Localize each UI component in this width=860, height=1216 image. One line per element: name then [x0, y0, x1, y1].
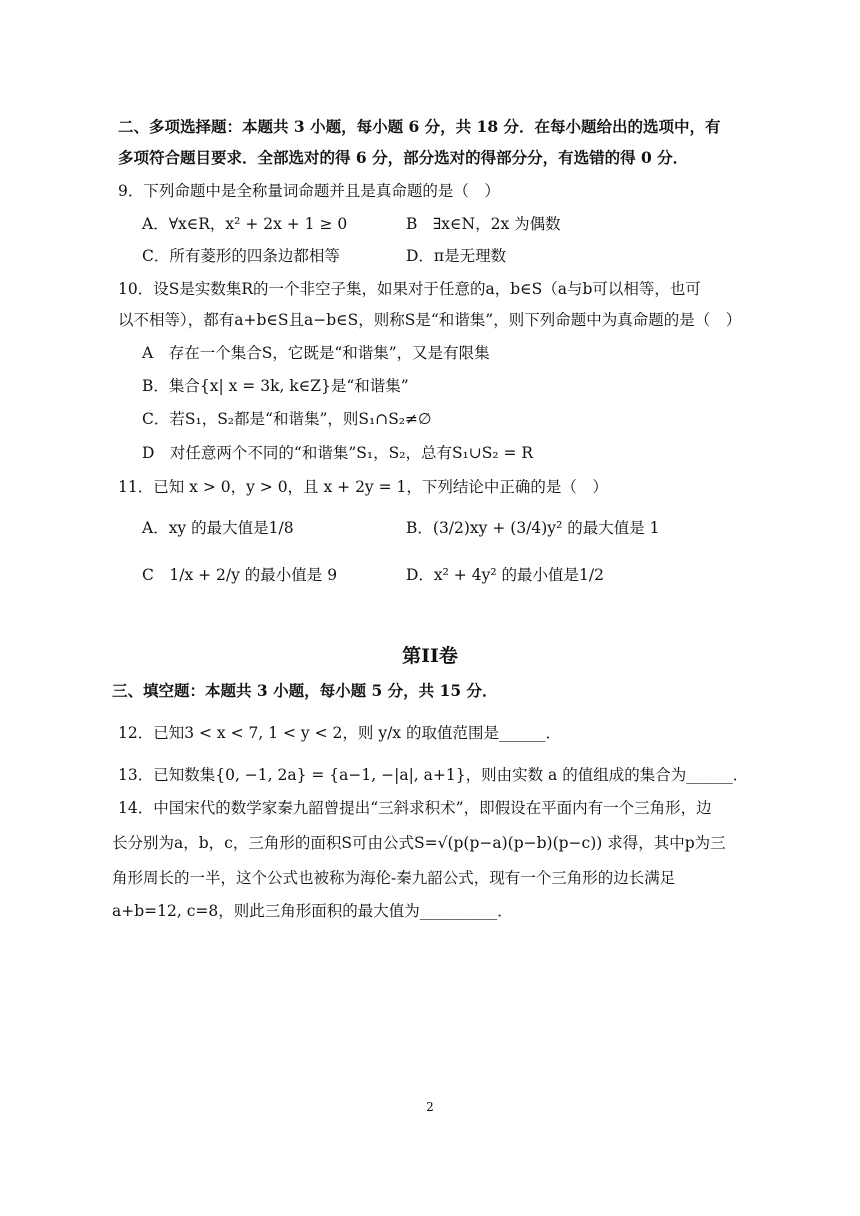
q14-line3: 角形周长的一半，这个公式也被称为海伦-秦九韶公式，现有一个三角形的边长满足: [112, 869, 676, 887]
q10-option-b: B．集合{x| x = 3k, k∈Z}是“和谐集”: [142, 377, 409, 395]
q11-option-c: C 1/x + 2/y 的最小值是 9: [142, 566, 338, 584]
q14-line4: a+b=12, c=8，则此三角形面积的最大值为__________．: [112, 902, 513, 920]
q11-stem: 11．已知 x > 0，y > 0，且 x + 2y = 1，下列结论中正确的是（ ）: [118, 478, 608, 496]
q10-stem-line1: 10．设S是实数集R的一个非空子集，如果对于任意的a，b∈S（a与b可以相等，也可: [118, 280, 701, 298]
q14-line2: 长分别为a，b，c，三角形的面积S可由公式S=√(p(p−a)(p−b)(p−c)) 求得，其中p为三: [112, 834, 726, 852]
q9-option-b: B ∃x∈N，2x 为偶数: [406, 215, 561, 233]
part2-title: 第II卷: [402, 645, 458, 667]
section3-header: 三、填空题：本题共 3 小题，每小题 5 分，共 15 分．: [112, 681, 498, 700]
q10-option-d: D 对任意两个不同的“和谐集”S₁，S₂，总有S₁∪S₂ = R: [142, 444, 534, 462]
q9-option-a: A．∀x∈R，x² + 2x + 1 ≥ 0: [142, 215, 348, 233]
q9-option-c: C．所有菱形的四条边都相等: [142, 247, 340, 265]
section2-header-line2: 多项符合题目要求．全部选对的得 6 分，部分选对的得部分分，有选错的得 0 分．: [118, 148, 689, 167]
q9-stem: 9．下列命题中是全称量词命题并且是真命题的是（ ）: [118, 182, 500, 200]
q11-option-b: B．(3/2)xy + (3/4)y² 的最大值是 1: [406, 519, 660, 537]
q10-option-a: A 存在一个集合S，它既是“和谐集”，又是有限集: [142, 344, 490, 362]
page-number: 2: [426, 1100, 434, 1114]
q11-option-d: D．x² + 4y² 的最小值是1/2: [406, 566, 604, 584]
q11-option-a: A．xy 的最大值是1/8: [142, 519, 294, 537]
q14-line1: 14．中国宋代的数学家秦九韶曾提出“三斜求积术”，即假设在平面内有一个三角形，边: [118, 799, 712, 817]
q9-option-d: D．π是无理数: [406, 247, 507, 265]
section2-header-line1: 二、多项选择题：本题共 3 小题，每小题 6 分，共 18 分．在每小题给出的选项中，有: [118, 117, 721, 136]
q13: 13．已知数集{0, −1, 2a} = {a−1, −|a|, a+1}，则由实数 a 的值组成的集合为______．: [118, 766, 749, 784]
q10-stem-line2: 以不相等），都有a+b∈S且a−b∈S，则称S是“和谐集”，则下列命题中为真命题的是（ ）: [118, 311, 742, 329]
q10-option-c: C．若S₁，S₂都是“和谐集”，则S₁∩S₂≠∅: [142, 410, 432, 428]
q12: 12．已知3 < x < 7, 1 < y < 2，则 y/x 的取值范围是______．: [118, 724, 561, 742]
